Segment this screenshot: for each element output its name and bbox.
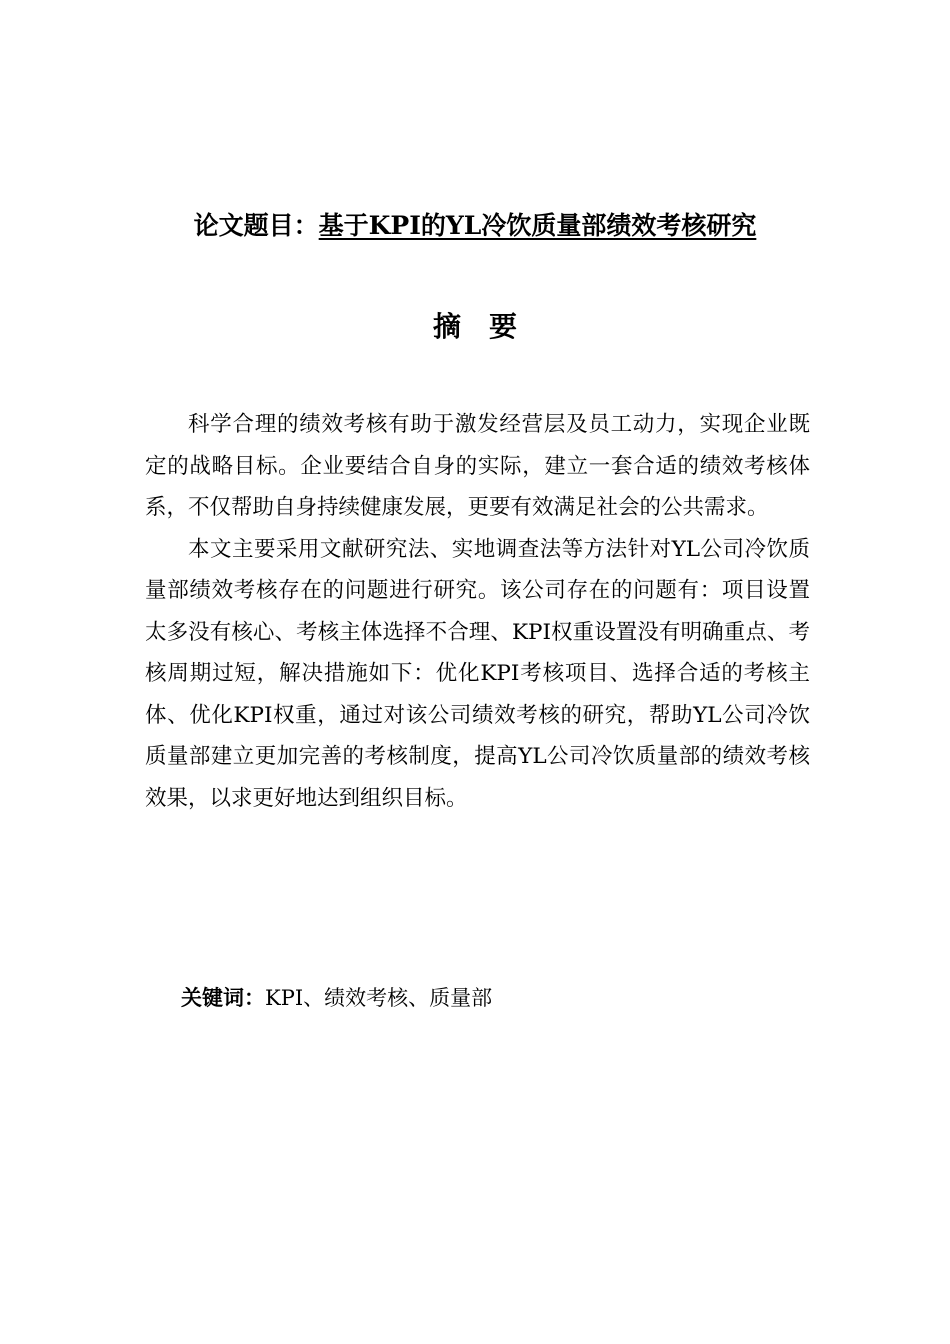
abstract-body — [145, 404, 810, 819]
thesis-title-label: 论文题目： — [193, 211, 319, 240]
thesis-title-value: 基于KPI的YL冷饮质量部绩效考核研究 — [318, 211, 757, 240]
keywords-line — [181, 978, 821, 1018]
abstract-paragraph-2: 本文主要采用文献研究法、实地调查法等方法针对YL公司冷饮质量部绩效考核存在的问题进行研究。该公司存在的问题有：项目设置太多没有核心、考核主体选择不合理、KPI权重设置没有明确重点、考核周期过短，解决措施如下：优化KPI考核项目、选择合适的考核主体、优化KPI权重，通过对该公司绩效考核的研究，帮助YL公司冷饮质量部建立更加完善的考核制度，提高YL公司冷饮质量部的绩效考核效果，以求更好地达到组织目标。 — [145, 536, 810, 811]
abstract-paragraph-1: 科学合理的绩效考核有助于激发经营层及员工动力，实现企业既定的战略目标。企业要结合自身的实际，建立一套合适的绩效考核体系，不仅帮助自身持续健康发展，更要有效满足社会的公共需求。 — [145, 412, 810, 520]
keywords-label: 关键词： — [181, 986, 265, 1010]
keywords-value: KPI、绩效考核、质量部 — [265, 986, 493, 1010]
abstract-heading: 摘要 — [432, 310, 545, 343]
thesis-title — [0, 206, 950, 246]
